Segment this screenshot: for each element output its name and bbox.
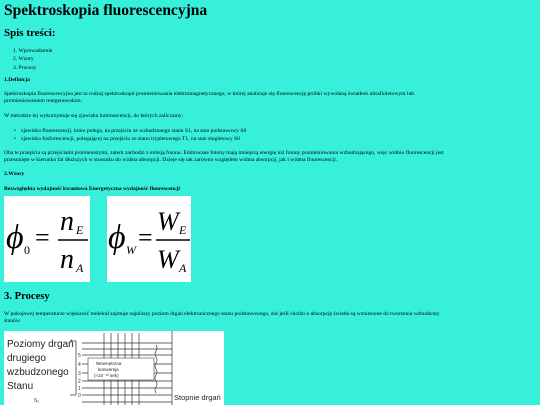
phi-symbol: ϕ bbox=[108, 219, 126, 256]
level-number: 4 bbox=[78, 362, 81, 368]
denominator-subscript: A bbox=[76, 261, 84, 275]
conversion-label: (≈10⁻¹² sek) bbox=[94, 373, 119, 378]
denominator-symbol: W bbox=[157, 245, 179, 274]
list-item: • zjawisko fluorescencji, które polega, na przejściu ze wzbudzonego stanu S1, na stan podstawowy S0 bbox=[21, 127, 246, 135]
formula-caption: Bezwzględna wydajność kwantowa Energetyczna wydajność fluorescencji bbox=[4, 186, 180, 192]
diagram-label-line: Poziomy drgań bbox=[7, 339, 74, 350]
formula-quantum-yield-svg bbox=[4, 196, 90, 282]
phi-subscript: W bbox=[126, 243, 136, 257]
diagram-label-line: drugiego bbox=[7, 353, 46, 364]
section2-heading: 2.Wzory bbox=[4, 171, 25, 177]
relaxation-wave bbox=[155, 345, 157, 393]
diagram-right-label: Stopnie drgań bbox=[174, 393, 221, 402]
phi-subscript: 0 bbox=[24, 243, 30, 257]
level-number: 2 bbox=[78, 379, 81, 385]
diagram-s2-label: S₂ bbox=[34, 398, 40, 404]
formula-energy-yield bbox=[107, 196, 191, 282]
diagram-label-line: wzbudzonego bbox=[7, 367, 69, 378]
phi-symbol: ϕ bbox=[6, 219, 24, 256]
section3-heading: 3. Procesy bbox=[4, 291, 50, 302]
jablonski-diagram bbox=[4, 331, 224, 405]
outro-line-1: Oba te przejścia są przejściami promienistymi, zatem zachodzi z emisją fotonu. Emitowane fotony mają mniejszą energię niż fotony promieniowania wzbudzającego, więc widmo fluorescencji jest bbox=[4, 150, 444, 156]
numerator-symbol: n bbox=[60, 206, 74, 237]
toc-heading: Spis treści: bbox=[4, 27, 56, 39]
processes-line-1: W pokojowej temperaturze większość molekuł zajmuje najniższy poziom drgań elektronicznego stanu podstawowego, zaś jeśli chodzi o absorpcję światła są wzniesione do tworzenia wzbudzony bbox=[4, 311, 440, 317]
numerator-subscript: E bbox=[76, 223, 84, 237]
conversion-label: konwersja bbox=[98, 367, 119, 372]
level-number: 5 bbox=[78, 353, 81, 359]
conversion-label: Wewnętrzna bbox=[96, 361, 122, 366]
processes-line-2: stanów. bbox=[4, 318, 21, 324]
definition-line-2: promieniowaniem rentgenowskim. bbox=[4, 98, 82, 104]
outro-line-2: przesunięte w kierunku fal dłuższych w stosunku do widma absorpcji. Dzieje się tak zarówno względem widma absorpcji, jak i widma fluorescencji. bbox=[4, 157, 338, 163]
toc-item[interactable]: 1. Wprowadzenie bbox=[13, 48, 53, 54]
jablonski-diagram-svg bbox=[4, 331, 224, 405]
formula-energy-yield-svg bbox=[107, 196, 191, 282]
level-number: 0 bbox=[78, 393, 81, 399]
toc-item[interactable]: 2. Wzory bbox=[13, 56, 34, 63]
luminescence-list bbox=[21, 127, 246, 144]
list-item: • zjawisko fosforescencji, polegającej na przejściu ze stanu trypletowego T1, na stan singletowy S0 bbox=[21, 135, 246, 143]
toc-item[interactable]: 3. Procesy bbox=[13, 64, 37, 71]
denominator-subscript: A bbox=[179, 261, 187, 275]
equals-sign: = bbox=[138, 223, 153, 252]
diagram-label-line: Stanu bbox=[7, 381, 34, 392]
formula-quantum-yield bbox=[4, 196, 90, 282]
toc-list bbox=[13, 47, 52, 72]
level-number: 1 bbox=[78, 386, 81, 392]
luminescence-lead: W metodzie tej wykorzystuje się zjawiska luminescencji, do których zaliczamy: bbox=[4, 113, 184, 119]
denominator-symbol: n bbox=[60, 244, 74, 275]
numerator-symbol: W bbox=[157, 207, 179, 236]
section1-heading: 1.Definicja bbox=[4, 77, 30, 83]
level-number: 3 bbox=[78, 371, 81, 377]
numerator-subscript: E bbox=[179, 223, 187, 237]
page-title: Spektroskopia fluorescencyjna bbox=[4, 2, 208, 19]
definition-line-1: Spektroskopia fluorescencyjna jest to rodzaj spektroskopii promieniowania elektromagnetycznego, w której analizuje się fluorescencję próbki wywołaną światłem ultrafioletowym lub bbox=[4, 91, 415, 97]
equals-sign: = bbox=[35, 223, 50, 252]
